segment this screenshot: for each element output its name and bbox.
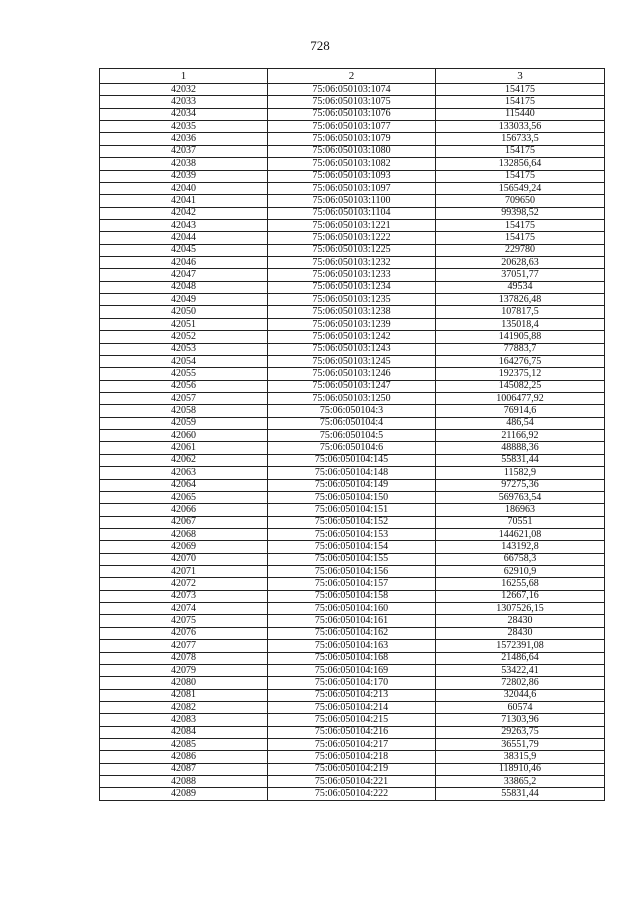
table-row — [100, 380, 605, 392]
row-number-cell: 42073 — [100, 590, 268, 602]
table-row — [100, 454, 605, 466]
cadastral-value-cell: 156549,24 — [436, 182, 605, 194]
cadastral-value-cell: 77883,7 — [436, 343, 605, 355]
cadastral-value-cell: 66758,3 — [436, 553, 605, 565]
cadastral-value-cell: 62910,9 — [436, 566, 605, 578]
table-row — [100, 689, 605, 701]
cadastral-value-cell: 154175 — [436, 232, 605, 244]
cadastral-value-cell: 38315,9 — [436, 751, 605, 763]
cadastral-value-cell: 137826,48 — [436, 294, 605, 306]
cadastral-number-cell: 75:06:050104:4 — [268, 417, 436, 429]
table-row — [100, 170, 605, 182]
cadastral-value-cell: 53422,41 — [436, 664, 605, 676]
table-row — [100, 133, 605, 145]
cadastral-number-cell: 75:06:050103:1225 — [268, 244, 436, 256]
row-number-cell: 42065 — [100, 491, 268, 503]
column-header-3: 3 — [436, 69, 605, 84]
table-row — [100, 331, 605, 343]
cadastral-number-cell: 75:06:050104:145 — [268, 454, 436, 466]
row-number-cell: 42060 — [100, 430, 268, 442]
table-row — [100, 281, 605, 293]
table-body — [100, 84, 605, 801]
table-row — [100, 763, 605, 775]
row-number-cell: 42062 — [100, 454, 268, 466]
table-row — [100, 504, 605, 516]
row-number-cell: 42054 — [100, 355, 268, 367]
table-row — [100, 491, 605, 503]
cadastral-value-cell: 132856,64 — [436, 158, 605, 170]
cadastral-number-cell: 75:06:050104:222 — [268, 788, 436, 800]
cadastral-value-cell: 11582,9 — [436, 467, 605, 479]
cadastral-value-cell: 49534 — [436, 281, 605, 293]
cadastral-value-cell: 1572391,08 — [436, 640, 605, 652]
cadastral-value-cell: 143192,8 — [436, 541, 605, 553]
cadastral-number-cell: 75:06:050103:1250 — [268, 392, 436, 404]
row-number-cell: 42042 — [100, 207, 268, 219]
row-number-cell: 42068 — [100, 528, 268, 540]
row-number-cell: 42043 — [100, 219, 268, 231]
cadastral-number-cell: 75:06:050104:168 — [268, 652, 436, 664]
row-number-cell: 42059 — [100, 417, 268, 429]
cadastral-value-cell: 37051,77 — [436, 269, 605, 281]
table-row — [100, 306, 605, 318]
cadastral-value-table — [99, 68, 605, 801]
cadastral-value-cell: 33865,2 — [436, 776, 605, 788]
table-row — [100, 677, 605, 689]
cadastral-number-cell: 75:06:050104:161 — [268, 615, 436, 627]
row-number-cell: 42051 — [100, 318, 268, 330]
table-row — [100, 590, 605, 602]
table-row — [100, 430, 605, 442]
table-row — [100, 541, 605, 553]
row-number-cell: 42053 — [100, 343, 268, 355]
row-number-cell: 42055 — [100, 368, 268, 380]
cadastral-number-cell: 75:06:050104:219 — [268, 763, 436, 775]
cadastral-value-cell: 36551,79 — [436, 739, 605, 751]
cadastral-value-cell: 21166,92 — [436, 430, 605, 442]
cadastral-number-cell: 75:06:050103:1079 — [268, 133, 436, 145]
row-number-cell: 42081 — [100, 689, 268, 701]
table-row — [100, 343, 605, 355]
table-row — [100, 751, 605, 763]
table-row — [100, 294, 605, 306]
cadastral-value-cell: 20628,63 — [436, 257, 605, 269]
cadastral-value-cell: 99398,52 — [436, 207, 605, 219]
cadastral-number-cell: 75:06:050103:1080 — [268, 145, 436, 157]
cadastral-number-cell: 75:06:050103:1082 — [268, 158, 436, 170]
row-number-cell: 42047 — [100, 269, 268, 281]
row-number-cell: 42080 — [100, 677, 268, 689]
cadastral-value-cell: 16255,68 — [436, 578, 605, 590]
table-row — [100, 219, 605, 231]
cadastral-number-cell: 75:06:050104:213 — [268, 689, 436, 701]
cadastral-value-cell: 1307526,15 — [436, 603, 605, 615]
cadastral-value-cell: 486,54 — [436, 417, 605, 429]
cadastral-value-cell: 28430 — [436, 627, 605, 639]
cadastral-number-cell: 75:06:050104:160 — [268, 603, 436, 615]
row-number-cell: 42084 — [100, 726, 268, 738]
table-row — [100, 726, 605, 738]
cadastral-number-cell: 75:06:050104:150 — [268, 491, 436, 503]
cadastral-number-cell: 75:06:050103:1093 — [268, 170, 436, 182]
cadastral-number-cell: 75:06:050103:1246 — [268, 368, 436, 380]
table-row — [100, 121, 605, 133]
table-row — [100, 442, 605, 454]
row-number-cell: 42058 — [100, 405, 268, 417]
row-number-cell: 42061 — [100, 442, 268, 454]
cadastral-number-cell: 75:06:050104:162 — [268, 627, 436, 639]
cadastral-value-cell: 115440 — [436, 108, 605, 120]
cadastral-number-cell: 75:06:050103:1238 — [268, 306, 436, 318]
table-row — [100, 269, 605, 281]
cadastral-value-cell: 32044,6 — [436, 689, 605, 701]
table-row — [100, 96, 605, 108]
row-number-cell: 42032 — [100, 84, 268, 96]
cadastral-number-cell: 75:06:050103:1075 — [268, 96, 436, 108]
cadastral-value-cell: 154175 — [436, 96, 605, 108]
cadastral-number-cell: 75:06:050104:149 — [268, 479, 436, 491]
row-number-cell: 42078 — [100, 652, 268, 664]
table-row — [100, 553, 605, 565]
table-row — [100, 392, 605, 404]
row-number-cell: 42044 — [100, 232, 268, 244]
row-number-cell: 42035 — [100, 121, 268, 133]
table-row — [100, 714, 605, 726]
table-row — [100, 232, 605, 244]
cadastral-value-cell: 135018,4 — [436, 318, 605, 330]
table-row — [100, 603, 605, 615]
cadastral-number-cell: 75:06:050104:154 — [268, 541, 436, 553]
cadastral-number-cell: 75:06:050104:217 — [268, 739, 436, 751]
cadastral-number-cell: 75:06:050103:1235 — [268, 294, 436, 306]
cadastral-number-cell: 75:06:050103:1221 — [268, 219, 436, 231]
row-number-cell: 42063 — [100, 467, 268, 479]
cadastral-number-cell: 75:06:050104:163 — [268, 640, 436, 652]
cadastral-value-cell: 154175 — [436, 219, 605, 231]
table-row — [100, 701, 605, 713]
cadastral-number-cell: 75:06:050103:1239 — [268, 318, 436, 330]
cadastral-number-cell: 75:06:050103:1077 — [268, 121, 436, 133]
table-row — [100, 158, 605, 170]
cadastral-value-cell: 569763,54 — [436, 491, 605, 503]
table-row — [100, 528, 605, 540]
table-row — [100, 467, 605, 479]
row-number-cell: 42045 — [100, 244, 268, 256]
table-row — [100, 640, 605, 652]
cadastral-value-cell: 154175 — [436, 145, 605, 157]
row-number-cell: 42033 — [100, 96, 268, 108]
cadastral-value-cell: 154175 — [436, 170, 605, 182]
cadastral-number-cell: 75:06:050104:169 — [268, 664, 436, 676]
table-row — [100, 739, 605, 751]
row-number-cell: 42039 — [100, 170, 268, 182]
row-number-cell: 42075 — [100, 615, 268, 627]
row-number-cell: 42050 — [100, 306, 268, 318]
row-number-cell: 42069 — [100, 541, 268, 553]
table-row — [100, 664, 605, 676]
row-number-cell: 42036 — [100, 133, 268, 145]
cadastral-value-cell: 156733,5 — [436, 133, 605, 145]
row-number-cell: 42087 — [100, 763, 268, 775]
row-number-cell: 42057 — [100, 392, 268, 404]
row-number-cell: 42067 — [100, 516, 268, 528]
table-row — [100, 615, 605, 627]
cadastral-value-cell: 55831,44 — [436, 454, 605, 466]
cadastral-number-cell: 75:06:050104:218 — [268, 751, 436, 763]
table-row — [100, 516, 605, 528]
cadastral-value-cell: 28430 — [436, 615, 605, 627]
table-header-row — [100, 69, 605, 84]
row-number-cell: 42052 — [100, 331, 268, 343]
cadastral-value-cell: 141905,88 — [436, 331, 605, 343]
row-number-cell: 42079 — [100, 664, 268, 676]
table-row — [100, 145, 605, 157]
row-number-cell: 42074 — [100, 603, 268, 615]
cadastral-number-cell: 75:06:050104:216 — [268, 726, 436, 738]
cadastral-value-cell: 164276,75 — [436, 355, 605, 367]
page-number: 728 — [310, 38, 330, 53]
cadastral-value-cell: 55831,44 — [436, 788, 605, 800]
cadastral-number-cell: 75:06:050104:155 — [268, 553, 436, 565]
table-row — [100, 578, 605, 590]
cadastral-value-cell: 107817,5 — [436, 306, 605, 318]
row-number-cell: 42071 — [100, 566, 268, 578]
cadastral-value-cell: 12667,16 — [436, 590, 605, 602]
table-row — [100, 652, 605, 664]
cadastral-number-cell: 75:06:050103:1234 — [268, 281, 436, 293]
column-header-1: 1 — [100, 69, 268, 84]
cadastral-value-cell: 145082,25 — [436, 380, 605, 392]
table-row — [100, 195, 605, 207]
row-number-cell: 42083 — [100, 714, 268, 726]
row-number-cell: 42066 — [100, 504, 268, 516]
table-row — [100, 405, 605, 417]
table-row — [100, 417, 605, 429]
table-row — [100, 207, 605, 219]
cadastral-number-cell: 75:06:050104:158 — [268, 590, 436, 602]
cadastral-value-cell: 71303,96 — [436, 714, 605, 726]
cadastral-number-cell: 75:06:050103:1100 — [268, 195, 436, 207]
cadastral-number-cell: 75:06:050104:151 — [268, 504, 436, 516]
table-row — [100, 244, 605, 256]
row-number-cell: 42038 — [100, 158, 268, 170]
row-number-cell: 42085 — [100, 739, 268, 751]
table-row — [100, 776, 605, 788]
cadastral-number-cell: 75:06:050103:1076 — [268, 108, 436, 120]
cadastral-value-cell: 192375,12 — [436, 368, 605, 380]
row-number-cell: 42088 — [100, 776, 268, 788]
cadastral-value-cell: 29263,75 — [436, 726, 605, 738]
table-row — [100, 182, 605, 194]
table-row — [100, 355, 605, 367]
row-number-cell: 42049 — [100, 294, 268, 306]
cadastral-value-cell: 144621,08 — [436, 528, 605, 540]
table-row — [100, 108, 605, 120]
cadastral-number-cell: 75:06:050104:5 — [268, 430, 436, 442]
row-number-cell: 42048 — [100, 281, 268, 293]
cadastral-number-cell: 75:06:050103:1222 — [268, 232, 436, 244]
row-number-cell: 42040 — [100, 182, 268, 194]
row-number-cell: 42034 — [100, 108, 268, 120]
cadastral-value-cell: 118910,46 — [436, 763, 605, 775]
table-row — [100, 627, 605, 639]
cadastral-number-cell: 75:06:050104:221 — [268, 776, 436, 788]
row-number-cell: 42064 — [100, 479, 268, 491]
row-number-cell: 42072 — [100, 578, 268, 590]
cadastral-value-cell: 70551 — [436, 516, 605, 528]
table-row — [100, 368, 605, 380]
cadastral-value-cell: 72802,86 — [436, 677, 605, 689]
cadastral-number-cell: 75:06:050103:1245 — [268, 355, 436, 367]
cadastral-number-cell: 75:06:050104:3 — [268, 405, 436, 417]
cadastral-number-cell: 75:06:050103:1097 — [268, 182, 436, 194]
cadastral-number-cell: 75:06:050104:157 — [268, 578, 436, 590]
cadastral-value-cell: 48888,36 — [436, 442, 605, 454]
cadastral-value-cell: 97275,36 — [436, 479, 605, 491]
cadastral-number-cell: 75:06:050104:148 — [268, 467, 436, 479]
cadastral-value-cell: 709650 — [436, 195, 605, 207]
table-row — [100, 788, 605, 800]
cadastral-number-cell: 75:06:050103:1243 — [268, 343, 436, 355]
column-header-2: 2 — [268, 69, 436, 84]
table-row — [100, 566, 605, 578]
cadastral-value-cell: 154175 — [436, 84, 605, 96]
table-row — [100, 479, 605, 491]
cadastral-number-cell: 75:06:050104:6 — [268, 442, 436, 454]
row-number-cell: 42082 — [100, 701, 268, 713]
cadastral-number-cell: 75:06:050103:1104 — [268, 207, 436, 219]
row-number-cell: 42037 — [100, 145, 268, 157]
table-row — [100, 318, 605, 330]
cadastral-number-cell: 75:06:050103:1074 — [268, 84, 436, 96]
table-row — [100, 257, 605, 269]
cadastral-value-cell: 1006477,92 — [436, 392, 605, 404]
cadastral-number-cell: 75:06:050103:1232 — [268, 257, 436, 269]
cadastral-value-cell: 229780 — [436, 244, 605, 256]
cadastral-number-cell: 75:06:050104:153 — [268, 528, 436, 540]
cadastral-value-cell: 60574 — [436, 701, 605, 713]
cadastral-number-cell: 75:06:050104:156 — [268, 566, 436, 578]
cadastral-value-cell: 76914,6 — [436, 405, 605, 417]
cadastral-number-cell: 75:06:050103:1242 — [268, 331, 436, 343]
row-number-cell: 42070 — [100, 553, 268, 565]
cadastral-number-cell: 75:06:050103:1247 — [268, 380, 436, 392]
row-number-cell: 42041 — [100, 195, 268, 207]
row-number-cell: 42076 — [100, 627, 268, 639]
cadastral-number-cell: 75:06:050104:152 — [268, 516, 436, 528]
cadastral-number-cell: 75:06:050104:215 — [268, 714, 436, 726]
cadastral-number-cell: 75:06:050103:1233 — [268, 269, 436, 281]
cadastral-value-cell: 133033,56 — [436, 121, 605, 133]
cadastral-value-cell: 21486,64 — [436, 652, 605, 664]
row-number-cell: 42089 — [100, 788, 268, 800]
cadastral-number-cell: 75:06:050104:170 — [268, 677, 436, 689]
cadastral-number-cell: 75:06:050104:214 — [268, 701, 436, 713]
row-number-cell: 42056 — [100, 380, 268, 392]
row-number-cell: 42086 — [100, 751, 268, 763]
cadastral-value-cell: 186963 — [436, 504, 605, 516]
row-number-cell: 42046 — [100, 257, 268, 269]
table-row — [100, 84, 605, 96]
row-number-cell: 42077 — [100, 640, 268, 652]
